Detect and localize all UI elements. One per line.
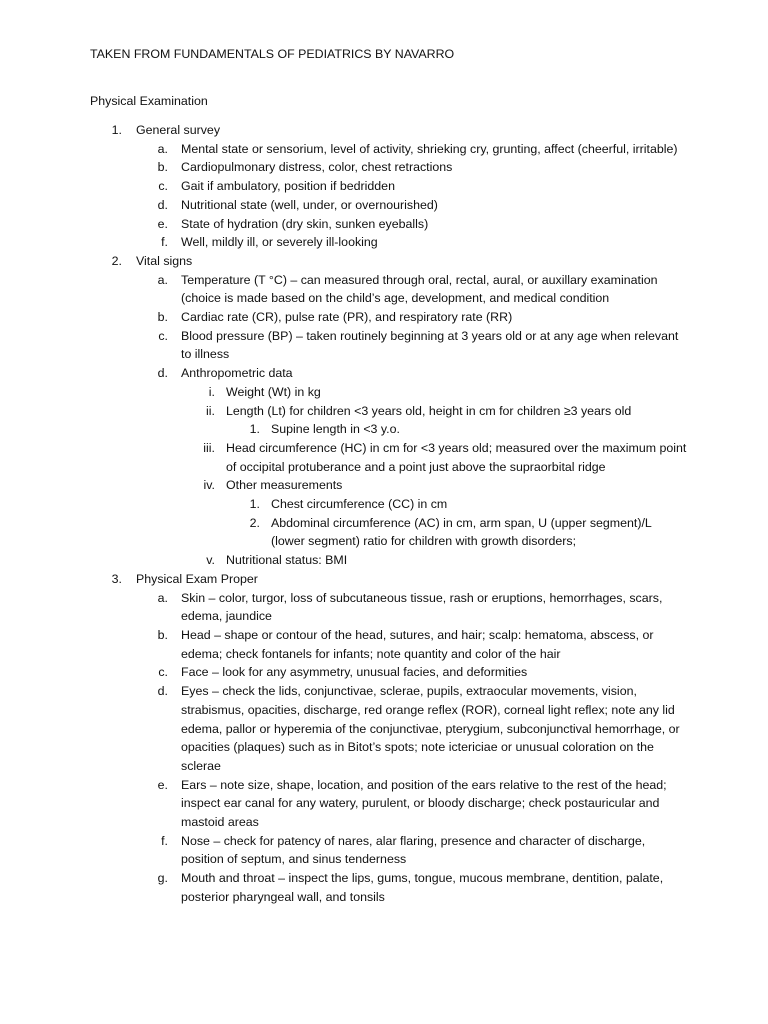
outline-item-text: Well, mildly ill, or severely ill-looking (181, 235, 378, 250)
outline-item-text: State of hydration (dry skin, sunken eyeballs) (181, 216, 429, 231)
outline-item (0, 252, 768, 271)
outline-item-marker: d. (157, 366, 168, 381)
outline-list (0, 121, 768, 907)
outline-item-marker: d. (157, 684, 168, 699)
outline-item-text: Physical Exam Proper (136, 571, 258, 586)
outline-item-text: Eyes – check the lids, conjunctivae, sclerae, pupils, extraocular movements, vision, strabismus, opacities, discharge, red orange reflex (ROR), corneal light reflex; note any lid edema, pallor or hyperemia of the conjunctivae, pterygium, subconjunctival hemorrhage, or opacities (plaques) such as in Bitot’s spots; note ictericiae or unusual coloration on the sclerae (181, 684, 680, 773)
outline-item-marker: iv. (203, 478, 215, 493)
outline-item-text: Chest circumference (CC) in cm (271, 497, 448, 512)
outline-item-text: Nose – check for patency of nares, alar flaring, presence and character of discharge, position of septum, and sinus tenderness (181, 833, 646, 867)
outline-item (0, 570, 768, 589)
outline-item-text: Head – shape or contour of the head, sutures, and hair; scalp: hematoma, abscess, or edema; check fontanels for infants; note quantity and color of the hair (181, 627, 654, 661)
outline-item-marker: c. (158, 179, 168, 194)
outline-item-marker: b. (157, 627, 168, 642)
outline-item-text: Anthropometric data (181, 366, 293, 381)
outline-item-text: Nutritional status: BMI (226, 553, 348, 568)
outline-item-marker: c. (158, 328, 168, 343)
outline-item (0, 364, 768, 383)
outline-item (0, 589, 768, 626)
outline-item (0, 402, 768, 421)
outline-item-text: Face – look for any asymmetry, unusual facies, and deformities (181, 665, 528, 680)
outline-item-marker: c. (158, 665, 168, 680)
outline-item (0, 121, 768, 140)
outline-item-text: Vital signs (136, 253, 193, 268)
outline-item (0, 271, 768, 308)
outline-item-marker: ii. (206, 403, 215, 418)
outline-item-text: Weight (Wt) in kg (226, 384, 321, 399)
outline-item-text: Abdominal circumference (AC) in cm, arm span, U (upper segment)/L (lower segment) ratio for children with growth disorders; (271, 515, 652, 549)
outline-item-text: Cardiopulmonary distress, color, chest retractions (181, 160, 453, 175)
outline-item (0, 420, 768, 439)
outline-item (0, 327, 768, 364)
outline-item-marker: b. (157, 160, 168, 175)
outline-item-marker: f. (161, 833, 168, 848)
outline-item-text: Gait if ambulatory, position if bedridden (181, 179, 395, 194)
outline-item-text: Nutritional state (well, under, or overnourished) (181, 197, 438, 212)
outline-item-text: Other measurements (226, 478, 343, 493)
outline-item-marker: a. (157, 141, 168, 156)
outline-item (0, 140, 768, 159)
outline-item (0, 682, 768, 776)
outline-item-marker: a. (157, 272, 168, 287)
outline-item (0, 495, 768, 514)
outline-item (0, 308, 768, 327)
outline-item-text: Head circumference (HC) in cm for <3 years old; measured over the maximum point of occipital protuberance and a point just above the supraorbital ridge (226, 440, 687, 474)
outline-item-marker: 1. (111, 123, 122, 137)
document-title: TAKEN FROM FUNDAMENTALS OF PEDIATRICS BY NAVARRO (90, 47, 455, 61)
outline-item-text: General survey (136, 123, 221, 137)
outline-item-text: Cardiac rate (CR), pulse rate (PR), and respiratory rate (RR) (181, 310, 513, 325)
outline-item (0, 663, 768, 682)
outline-item (0, 158, 768, 177)
outline-item-marker: i. (208, 384, 215, 399)
outline-item-marker: 2. (111, 253, 122, 268)
outline-item-text: Mental state or sensorium, level of activity, shrieking cry, grunting, affect (cheerful, irritable) (181, 141, 678, 156)
outline-item (0, 776, 768, 832)
outline-item (0, 383, 768, 402)
section-heading: Physical Examination (90, 94, 208, 108)
outline-item-text: Ears – note size, shape, location, and position of the ears relative to the rest of the head; inspect ear canal for any watery, purulent, or bloody discharge; check postauricular and mastoid areas (181, 777, 667, 830)
outline-item (0, 196, 768, 215)
outline-item (0, 514, 768, 551)
outline-item (0, 177, 768, 196)
outline-item-text: Length (Lt) for children <3 years old, height in cm for children ≥3 years old (226, 403, 632, 418)
outline-item-marker: iii. (203, 440, 215, 455)
outline-item (0, 233, 768, 252)
outline-item-text: Skin – color, turgor, loss of subcutaneous tissue, rash or eruptions, hemorrhages, scars, edema, jaundice (181, 590, 663, 624)
outline-item-marker: 1. (249, 422, 260, 437)
outline-item-text: Supine length in <3 y.o. (271, 422, 400, 437)
outline-item-marker: 2. (249, 515, 260, 530)
outline-item-marker: f. (161, 235, 168, 250)
outline-item (0, 869, 768, 906)
outline-item (0, 551, 768, 570)
outline-item (0, 476, 768, 495)
outline-item-marker: 3. (111, 571, 122, 586)
outline-item-text: Temperature (T °C) – can measured through oral, rectal, aural, or auxillary examination (choice is made based on the child’s age, development, and medical condition (181, 272, 658, 306)
outline-item-marker: e. (157, 216, 168, 231)
outline-item-marker: 1. (249, 497, 260, 512)
outline-item (0, 832, 768, 869)
outline-item (0, 626, 768, 663)
outline-item (0, 215, 768, 234)
outline-item-text: Mouth and throat – inspect the lips, gums, tongue, mucous membrane, dentition, palate, posterior pharyngeal wall, and tonsils (181, 871, 664, 904)
outline-item-marker: d. (157, 197, 168, 212)
outline-item-marker: a. (157, 590, 168, 605)
outline-item (0, 439, 768, 476)
outline-item-marker: g. (157, 871, 168, 886)
outline-item-text: Blood pressure (BP) – taken routinely beginning at 3 years old or at any age when relevant to illness (181, 328, 679, 362)
outline-item-marker: e. (157, 777, 168, 792)
outline-item-marker: b. (157, 310, 168, 325)
outline-item-marker: v. (206, 553, 215, 568)
